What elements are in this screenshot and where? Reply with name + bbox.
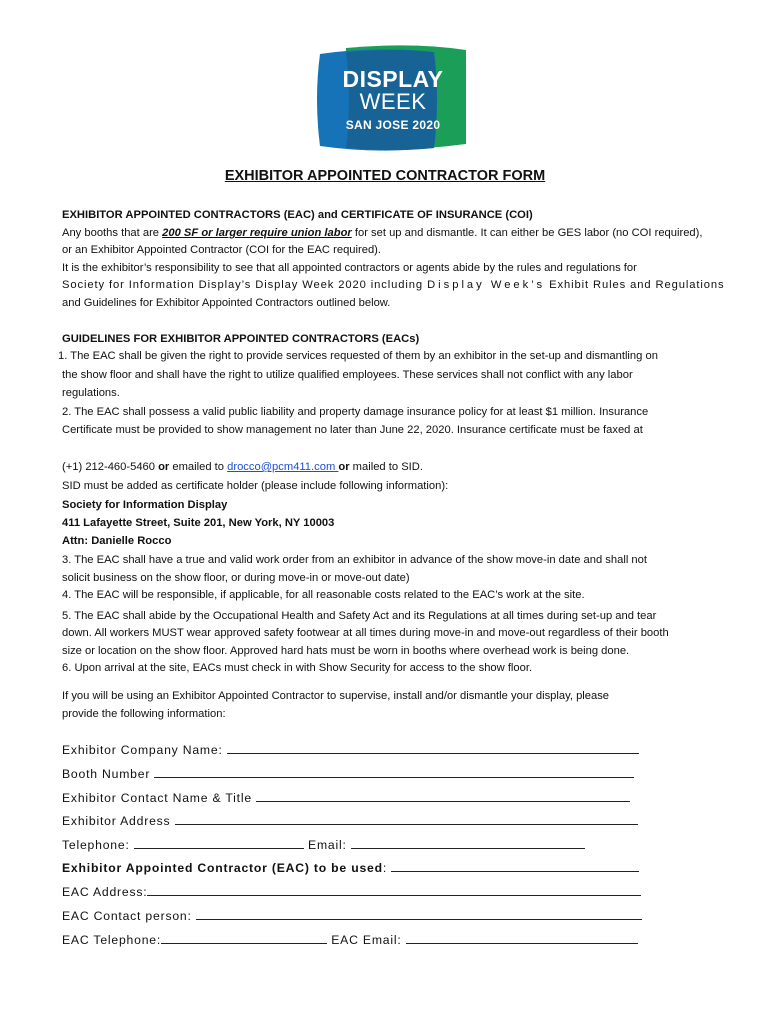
intro-line-4 (62, 277, 725, 293)
fax-text: mailed to SID. (349, 461, 423, 473)
or-text: or (338, 461, 350, 473)
eac-contact-field (62, 908, 642, 924)
telephone-label: Telephone: (62, 838, 130, 852)
fax-line (62, 459, 423, 475)
email-label: Email: (308, 838, 347, 852)
display-week-logo (316, 44, 470, 152)
instructions-line-1: If you will be using an Exhibitor Appointed Contractor to supervise, install and/or dismantle your display, please (62, 690, 610, 702)
exhibitor-address-label: Exhibitor Address (62, 814, 171, 828)
guideline-1-cont: the show floor and shall have the right to utilize qualified employees. These services shall not conflict with any labor (62, 369, 633, 381)
union-labor-emphasis: 200 SF or larger require union labor (162, 227, 352, 239)
booth-number-field (62, 766, 634, 782)
company-name-input[interactable] (227, 742, 639, 754)
logo-city-text: SAN JOSE 2020 (345, 118, 441, 132)
eac-name-label: Exhibitor Appointed Contractor (EAC) to be used (62, 861, 383, 875)
intro-text: Display Week’s (427, 279, 546, 291)
contact-name-label: Exhibitor Contact Name & Title (62, 791, 252, 805)
company-name-field (62, 742, 639, 758)
form-title: EXHIBITOR APPOINTED CONTRACTOR FORM (224, 168, 546, 184)
intro-line-3: It is the exhibitor’s responsibility to see that all appointed contractors or agents abide by the rules and regulations for (62, 262, 637, 274)
fax-text: emailed to (169, 461, 228, 473)
exhibitor-address-field (62, 813, 638, 829)
booth-number-input[interactable] (154, 766, 634, 778)
guideline-2-cont: Certificate must be provided to show management no later than June 22, 2020. Insurance certificate must be faxed at (62, 424, 643, 436)
eac-name-colon: : (382, 861, 388, 875)
email-link[interactable]: drocco@pcm411.com (227, 461, 339, 473)
intro-heading: EXHIBITOR APPOINTED CONTRACTORS (EAC) and CERTIFICATE OF INSURANCE (COI) (62, 209, 533, 221)
instructions-line-2: provide the following information: (62, 708, 226, 720)
guideline-6: 6. Upon arrival at the site, EACs must check in with Show Security for access to the show floor. (62, 662, 533, 674)
intro-text: Any booths that are (62, 227, 163, 239)
guideline-1-cont: regulations. (62, 387, 120, 399)
address-street: 411 Lafayette Street, Suite 201, New York, NY 10003 (62, 517, 335, 529)
eac-name-input[interactable] (391, 860, 639, 872)
telephone-email-field (62, 837, 585, 853)
eac-address-label: EAC Address: (62, 885, 148, 899)
guideline-5-cont: down. All workers MUST wear approved safety footwear at all times during move-in and move-out regardless of their booth (62, 627, 669, 639)
intro-text: Society for Information Display’s Display Week 2020 including (62, 279, 428, 291)
guideline-2: 2. The EAC shall possess a valid public liability and property damage insurance policy for at least $1 million. Insurance (62, 406, 649, 418)
eac-phone-email-field (62, 932, 638, 948)
email-input[interactable] (351, 837, 585, 849)
sid-note: SID must be added as certificate holder (please include following information): (62, 480, 449, 492)
logo-week-text: WEEK (359, 89, 427, 114)
contact-name-field (62, 790, 630, 806)
guideline-4: 4. The EAC will be responsible, if applicable, for all reasonable costs related to the EAC’s work at the site. (62, 589, 585, 601)
eac-email-input[interactable] (406, 932, 638, 944)
eac-telephone-label: EAC Telephone: (62, 933, 162, 947)
telephone-input[interactable] (134, 837, 304, 849)
guideline-3-cont: solicit business on the show floor, or during move-in or move-out date) (62, 572, 410, 584)
fax-number: (+1) 212-460-5460 (62, 461, 159, 473)
intro-text: Exhibit Rules and Regulations (545, 279, 725, 291)
eac-name-field (62, 860, 639, 876)
guideline-1: 1. The EAC shall be given the right to provide services requested of them by an exhibitor in the set-up and dismantling on (58, 350, 658, 362)
guideline-3: 3. The EAC shall have a true and valid work order from an exhibitor in advance of the show move-in date and shall not (62, 554, 647, 566)
exhibitor-address-input[interactable] (175, 813, 638, 825)
address-name: Society for Information Display (62, 499, 228, 511)
guideline-5-cont: size or location on the show floor. Approved hard hats must be worn in booths where overhead work is being done. (62, 645, 630, 657)
company-name-label: Exhibitor Company Name: (62, 743, 223, 757)
eac-telephone-input[interactable] (161, 932, 327, 944)
eac-address-input[interactable] (147, 884, 641, 896)
address-attn: Attn: Danielle Rocco (62, 535, 172, 547)
eac-contact-label: EAC Contact person: (62, 909, 192, 923)
or-text: or (158, 461, 170, 473)
booth-number-label: Booth Number (62, 767, 151, 781)
intro-text: for set up and dismantle. It can either be GES labor (no COI required), (351, 227, 703, 239)
intro-line-2: or an Exhibitor Appointed Contractor (COI for the EAC required). (62, 244, 381, 256)
eac-email-label: EAC Email: (331, 933, 402, 947)
intro-line-5: and Guidelines for Exhibitor Appointed Contractors outlined below. (62, 297, 391, 309)
eac-contact-input[interactable] (196, 908, 642, 920)
contact-name-input[interactable] (256, 790, 630, 802)
guideline-5: 5. The EAC shall abide by the Occupational Health and Safety Act and its Regulations at all times during set-up and tear (62, 610, 657, 622)
guidelines-heading: GUIDELINES FOR EXHIBITOR APPOINTED CONTRACTORS (EACs) (62, 333, 420, 345)
logo-display-text: DISPLAY (342, 66, 444, 92)
intro-line-1 (62, 225, 702, 241)
eac-address-field (62, 884, 641, 900)
